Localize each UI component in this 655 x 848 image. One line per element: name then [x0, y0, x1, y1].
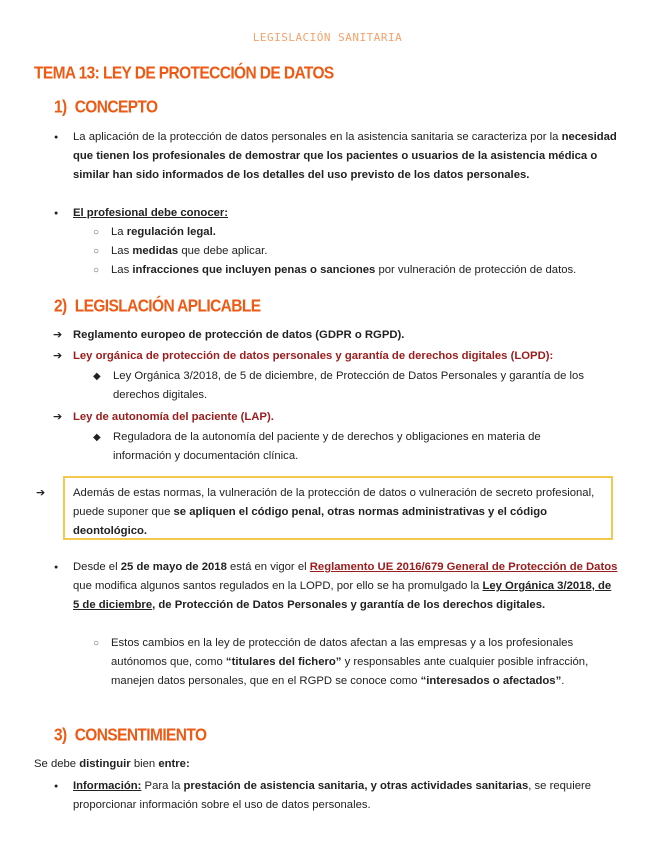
text-red: Ley de autonomía del paciente (LAP). [73, 411, 274, 423]
text: La aplicación de la protección de datos personales en la asistencia sanitaria se caracteriza por la [73, 131, 562, 143]
list-item [73, 777, 620, 815]
arrow-item [73, 408, 618, 427]
text: Desde el [73, 561, 121, 573]
diamond-item [113, 367, 618, 405]
text-bold: regulación legal. [126, 226, 216, 238]
text: y responsables ante cualquier posible infracción, manejen datos personales, que en el RGPD se conoce como [111, 656, 589, 687]
section-heading-consentimiento [54, 726, 206, 746]
text: que debe aplicar. [178, 245, 268, 257]
text: Se debe [34, 758, 80, 770]
text-bold: distinguir [79, 758, 131, 770]
text-bold: entre: [158, 758, 190, 770]
text: Ley Orgánica 3/2018, de 5 de diciembre, de Protección de Datos Personales y garantía de los derechos digitales. [113, 370, 584, 401]
section-number: 1) [54, 98, 67, 118]
text: que modifica algunos santos regulados en la LOPD, por ello se ha promulgado la [73, 580, 483, 592]
text-bold: medidas [132, 245, 179, 257]
text-bold: necesidad que tienen los profesionales de demostrar que los pacientes o usuarios de la asistencia médica o similar han sido informados de los detalles del uso previsto de los datos personales. [73, 131, 617, 181]
text-bold: Reglamento europeo de protección de datos (GDPR o RGPD). [73, 329, 405, 341]
list-item [73, 128, 618, 185]
section-heading-concepto [54, 98, 157, 118]
sub-list-item [111, 223, 621, 242]
text: Reguladora de la autonomía del paciente y de derechos y obligaciones en materia de información y documentación clínica. [113, 431, 541, 462]
section-title: LEGISLACIÓN APLICABLE [74, 297, 261, 317]
text-bold: prestación de asistencia sanitaria, y otras actividades sanitarias [183, 780, 529, 792]
section-number: 2) [54, 297, 67, 317]
list-item [73, 558, 620, 615]
law-link[interactable]: Ley Orgánica 3/2018, de 5 de diciembre [73, 580, 612, 611]
sub-list-item [111, 261, 631, 280]
text-bold-underlined: Información: [73, 780, 142, 792]
section-title: CONCEPTO [74, 98, 158, 118]
text-bold-underlined: El profesional debe conocer: [73, 207, 229, 219]
text: bien [130, 758, 159, 770]
running-header: LEGISLACIÓN SANITARIA [252, 31, 403, 44]
paragraph [34, 755, 614, 774]
section-heading-legislacion [54, 297, 260, 317]
sub-list-item [111, 634, 621, 691]
diamond-item [113, 428, 598, 466]
text: Estos cambios en la ley de protección de datos afectan a las empresas y a los profesionales autónomos que, como [111, 637, 574, 668]
text-bold: “interesados o afectados” [420, 675, 562, 687]
text-bold: “titulares del fichero” [225, 656, 342, 668]
text: Las [111, 264, 133, 276]
text: . [561, 675, 565, 687]
arrow-item [73, 326, 618, 345]
callout-text [73, 484, 608, 541]
text-red: Ley orgánica de protección de datos personales y garantía de derechos digitales (LOPD): [73, 350, 554, 362]
sub-list-item [111, 242, 621, 261]
text: está en vigor el [226, 561, 310, 573]
text: Las [111, 245, 133, 257]
text-bold: infracciones que incluyen penas o sanciones [132, 264, 376, 276]
text-bold: se apliquen el código penal, otras normas administrativas y el código deontológico. [73, 506, 548, 537]
section-title: CONSENTIMIENTO [74, 726, 207, 746]
page-title: TEMA 13: LEY DE PROTECCIÓN DE DATOS [34, 64, 334, 84]
arrow-item [73, 347, 618, 366]
text-bold: , de Protección de Datos Personales y garantía de los derechos digitales. [152, 599, 546, 611]
text: por vulneración de protección de datos. [375, 264, 577, 276]
list-item [73, 204, 618, 223]
section-number: 3) [54, 726, 67, 746]
text-bold: 25 de mayo de 2018 [120, 561, 227, 573]
arrow-icon: ➔ [36, 487, 46, 499]
text: , se requiere proporcionar información sobre el uso de datos personales. [73, 780, 592, 811]
regulation-link[interactable]: Reglamento UE 2016/679 General de Protección de Datos [309, 561, 618, 573]
text: La [111, 226, 127, 238]
text: Para la [141, 780, 184, 792]
text: Además de estas normas, la vulneración de la protección de datos o vulneración de secreto profesional, puede suponer que [73, 487, 595, 518]
